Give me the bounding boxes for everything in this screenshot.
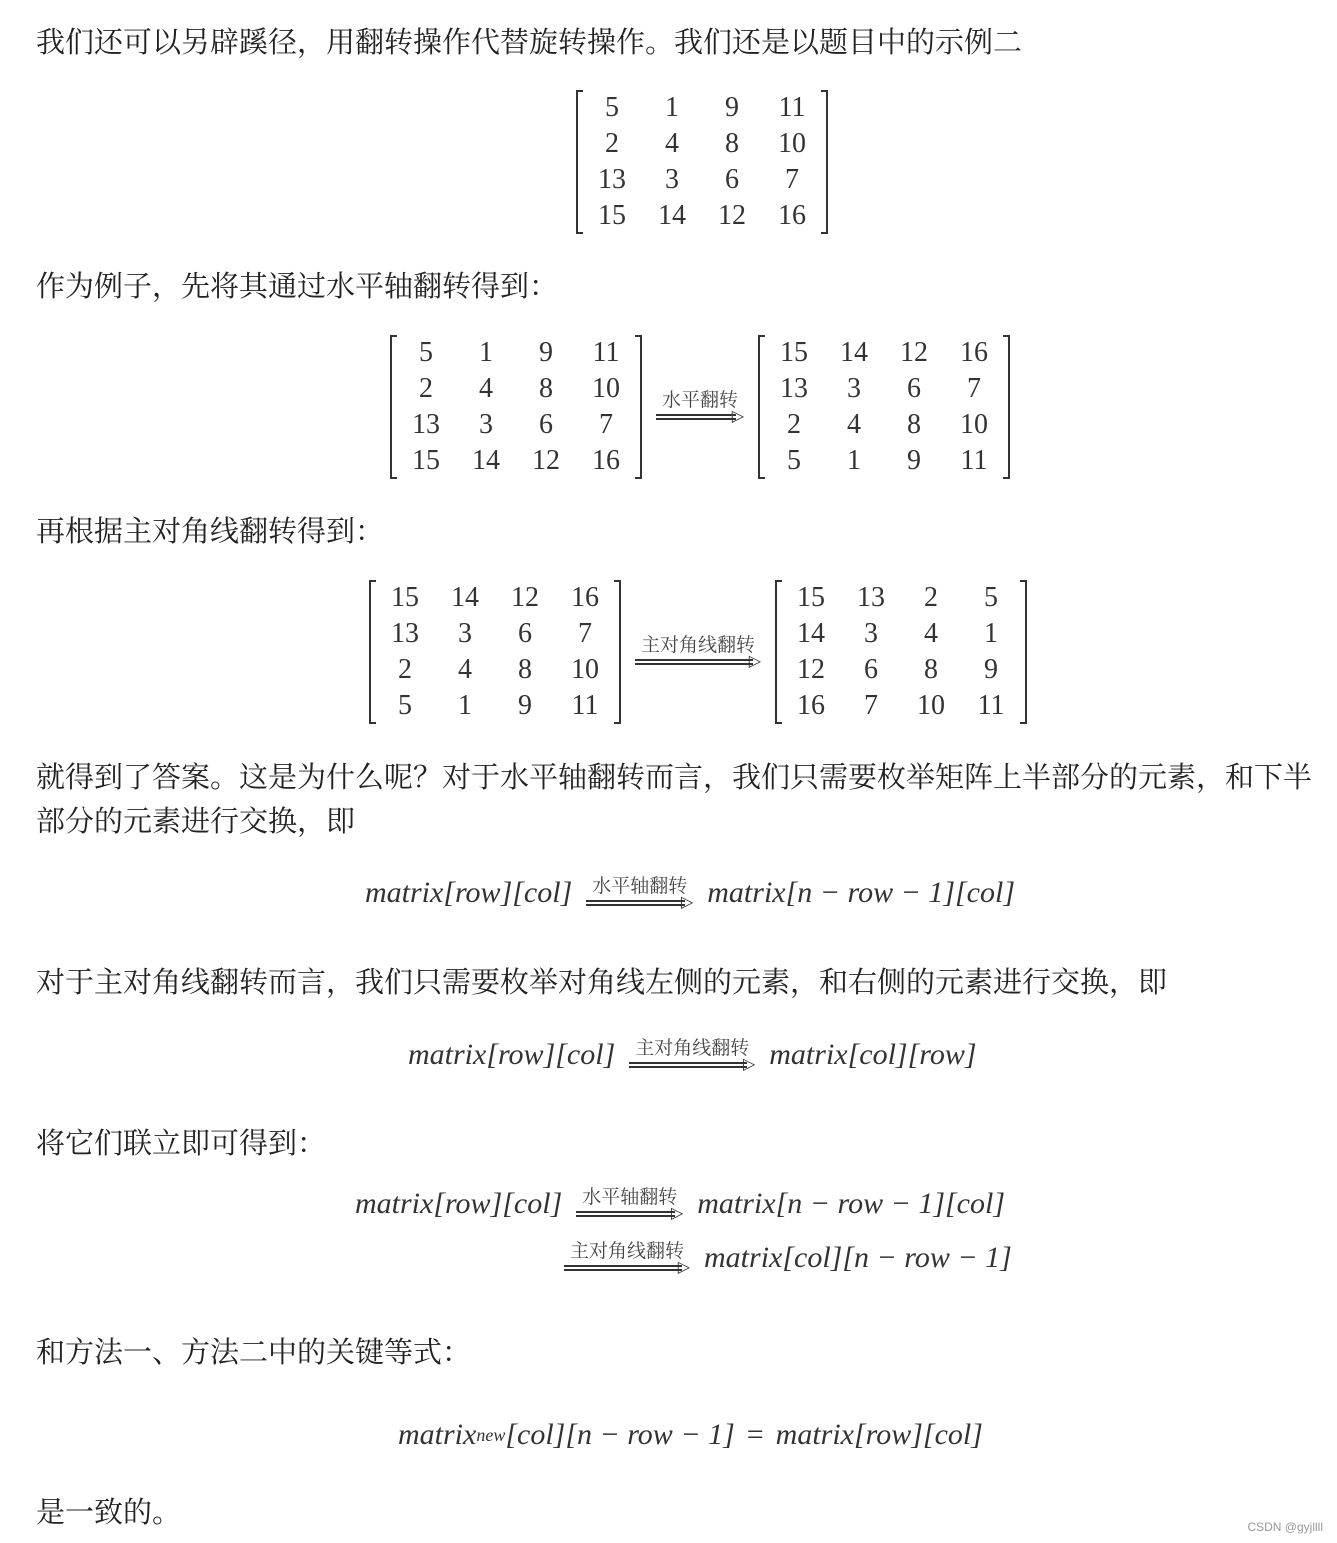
arrow-head-icon: ▷ xyxy=(670,1204,684,1222)
matrix-cell: 10 xyxy=(571,654,599,685)
matrix-flipped-horizontal xyxy=(758,335,1010,479)
flip-arrow xyxy=(586,874,694,911)
matrix-cell: 15 xyxy=(412,445,440,476)
matrix-cell: 3 xyxy=(458,618,472,649)
flip-arrow xyxy=(629,1036,756,1073)
matrix-cell: 15 xyxy=(797,582,826,613)
flip-arrow xyxy=(635,633,762,670)
matrix-cell: 2 xyxy=(605,128,619,159)
equation-diagonal-flip xyxy=(408,1038,977,1072)
matrix-cell: 16 xyxy=(797,690,826,721)
arrow-label: 主对角线翻转 xyxy=(635,1036,750,1059)
matrix-cell: 2 xyxy=(419,373,433,404)
flip-arrow xyxy=(656,388,745,425)
matrix-cell: 5 xyxy=(398,690,412,721)
matrix-cell: 13 xyxy=(598,164,626,195)
matrix-cell: 1 xyxy=(479,337,493,368)
matrix-flipped-horizontal xyxy=(369,580,621,724)
matrix-cell: 16 xyxy=(571,582,599,613)
arrow-label: 主对角线翻转 xyxy=(570,1239,685,1262)
matrix-cell: 3 xyxy=(665,164,679,195)
matrix-cell: 10 xyxy=(960,409,989,440)
matrix-cell: 13 xyxy=(412,409,440,440)
equation-left: matrix[row][col] xyxy=(365,876,573,909)
matrix-cell: 8 xyxy=(907,409,922,440)
matrix-original xyxy=(576,90,828,234)
matrix-cell: 5 xyxy=(419,337,433,368)
matrix-cell: 3 xyxy=(847,373,862,404)
matrix-cell: 8 xyxy=(518,654,532,685)
paragraph-key-equation: 和方法一、方法二中的关键等式： xyxy=(36,1335,472,1369)
matrix-cell: 3 xyxy=(864,618,879,649)
equation-right: matrix[col][n − row − 1] xyxy=(704,1241,1012,1274)
equals-sign: = xyxy=(746,1418,764,1451)
equation-right: matrix[col][row] xyxy=(769,1038,977,1071)
equation-subscript: new xyxy=(476,1424,506,1445)
matrix-cell: 12 xyxy=(900,337,929,368)
matrix-cell: 6 xyxy=(539,409,553,440)
matrix-cell: 1 xyxy=(847,445,862,476)
matrix-cell: 15 xyxy=(391,582,419,613)
matrix-cell: 11 xyxy=(592,337,620,368)
matrix-cell: 6 xyxy=(518,618,532,649)
matrix-cell: 13 xyxy=(780,373,809,404)
matrix-cell: 4 xyxy=(458,654,472,685)
matrix-cell: 1 xyxy=(984,618,999,649)
matrix-cell: 12 xyxy=(532,445,560,476)
matrix-cell: 9 xyxy=(539,337,553,368)
equation-left: matrix[row][col] xyxy=(408,1038,616,1071)
arrow-label: 主对角线翻转 xyxy=(641,633,756,656)
equation-middle: matrix[n − row − 1][col] xyxy=(697,1187,1005,1220)
matrix-cell: 12 xyxy=(511,582,539,613)
matrix-cell: 5 xyxy=(787,445,802,476)
matrix-flipped-diagonal xyxy=(775,580,1027,724)
matrix-cell: 14 xyxy=(797,618,826,649)
paragraph-example: 作为例子，先将其通过水平轴翻转得到： xyxy=(36,269,559,303)
diagonal-flip-row xyxy=(369,580,1027,724)
equation-combined-line2 xyxy=(550,1241,1012,1275)
matrix-cell: 11 xyxy=(960,445,988,476)
matrix-cell: 4 xyxy=(847,409,862,440)
matrix-original-row xyxy=(576,90,828,234)
matrix-cell: 8 xyxy=(924,654,939,685)
matrix-cell: 4 xyxy=(665,128,679,159)
equation-horizontal-flip xyxy=(365,876,1015,910)
matrix-cell: 4 xyxy=(924,618,939,649)
matrix-cell: 15 xyxy=(780,337,809,368)
arrow-head-icon: ▷ xyxy=(680,893,694,911)
matrix-cell: 10 xyxy=(917,690,946,721)
matrix-cell: 6 xyxy=(864,654,879,685)
matrix-cell: 14 xyxy=(451,582,479,613)
matrix-cell: 6 xyxy=(725,164,739,195)
matrix-cell: 10 xyxy=(778,128,806,159)
matrix-cell: 12 xyxy=(718,200,746,231)
matrix-cell: 16 xyxy=(778,200,806,231)
matrix-cell: 2 xyxy=(787,409,802,440)
arrow-head-icon: ▷ xyxy=(748,652,762,670)
matrix-original xyxy=(390,335,642,479)
matrix-cell: 14 xyxy=(658,200,686,231)
matrix-cell: 4 xyxy=(479,373,493,404)
matrix-cell: 16 xyxy=(592,445,620,476)
matrix-cell: 9 xyxy=(518,690,532,721)
matrix-cell: 9 xyxy=(725,92,739,123)
matrix-cell: 6 xyxy=(907,373,922,404)
paragraph-explanation: 就得到了答案。这是为什么呢？对于水平轴翻转而言，我们只需要枚举矩阵上半部分的元素，和下半部分的元素进行交换，即 xyxy=(36,760,1313,838)
matrix-cell: 7 xyxy=(578,618,592,649)
flip-arrow xyxy=(576,1185,684,1222)
matrix-cell: 11 xyxy=(977,690,1005,721)
matrix-cell: 2 xyxy=(398,654,412,685)
matrix-cell: 14 xyxy=(840,337,869,368)
flip-arrow xyxy=(564,1239,691,1276)
matrix-cell: 13 xyxy=(857,582,886,613)
arrow-label: 水平轴翻转 xyxy=(592,874,688,897)
matrix-cell: 11 xyxy=(778,92,806,123)
equation-matrix-new: matrix xyxy=(398,1418,477,1451)
matrix-cell: 7 xyxy=(967,373,982,404)
matrix-cell: 14 xyxy=(472,445,500,476)
paragraph-combine: 将它们联立即可得到： xyxy=(36,1126,327,1160)
matrix-cell: 12 xyxy=(797,654,826,685)
matrix-cell: 11 xyxy=(571,690,599,721)
arrow-head-icon: ▷ xyxy=(742,1055,756,1073)
matrix-cell: 2 xyxy=(924,582,939,613)
matrix-cell: 8 xyxy=(539,373,553,404)
matrix-cell: 3 xyxy=(479,409,493,440)
equation-right: matrix[n − row − 1][col] xyxy=(707,876,1015,909)
equation-key xyxy=(398,1418,983,1452)
arrow-label: 水平轴翻转 xyxy=(582,1185,678,1208)
matrix-cell: 9 xyxy=(984,654,999,685)
matrix-cell: 5 xyxy=(984,582,999,613)
matrix-cell: 1 xyxy=(665,92,679,123)
equation-combined-line1 xyxy=(355,1187,1005,1221)
matrix-cell: 8 xyxy=(725,128,739,159)
matrix-cell: 9 xyxy=(907,445,922,476)
matrix-cell: 5 xyxy=(605,92,619,123)
paragraph-conclusion: 是一致的。 xyxy=(36,1495,182,1529)
matrix-cell: 7 xyxy=(785,164,799,195)
paragraph-intro: 我们还可以另辟蹊径，用翻转操作代替旋转操作。我们还是以题目中的示例二 xyxy=(36,25,1023,59)
arrow-head-icon: ▷ xyxy=(731,407,745,425)
paragraph-diagonal-swap: 对于主对角线翻转而言，我们只需要枚举对角线左侧的元素，和右侧的元素进行交换，即 xyxy=(36,965,1168,999)
matrix-cell: 15 xyxy=(598,200,626,231)
matrix-cell: 1 xyxy=(458,690,472,721)
equation-right: matrix[row][col] xyxy=(775,1418,983,1451)
paragraph-diagonal: 再根据主对角线翻转得到： xyxy=(36,514,385,548)
watermark: CSDN @gyjllll xyxy=(1247,1520,1323,1534)
matrix-cell: 10 xyxy=(592,373,620,404)
equation-left: matrix[row][col] xyxy=(355,1187,563,1220)
matrix-cell: 13 xyxy=(391,618,419,649)
equation-left-index: [col][n − row − 1] xyxy=(505,1418,735,1451)
arrow-label: 水平翻转 xyxy=(662,388,739,411)
matrix-cell: 7 xyxy=(599,409,613,440)
matrix-cell: 7 xyxy=(864,690,879,721)
matrix-cell: 16 xyxy=(960,337,989,368)
horizontal-flip-row xyxy=(390,335,1010,479)
arrow-head-icon: ▷ xyxy=(677,1258,691,1276)
